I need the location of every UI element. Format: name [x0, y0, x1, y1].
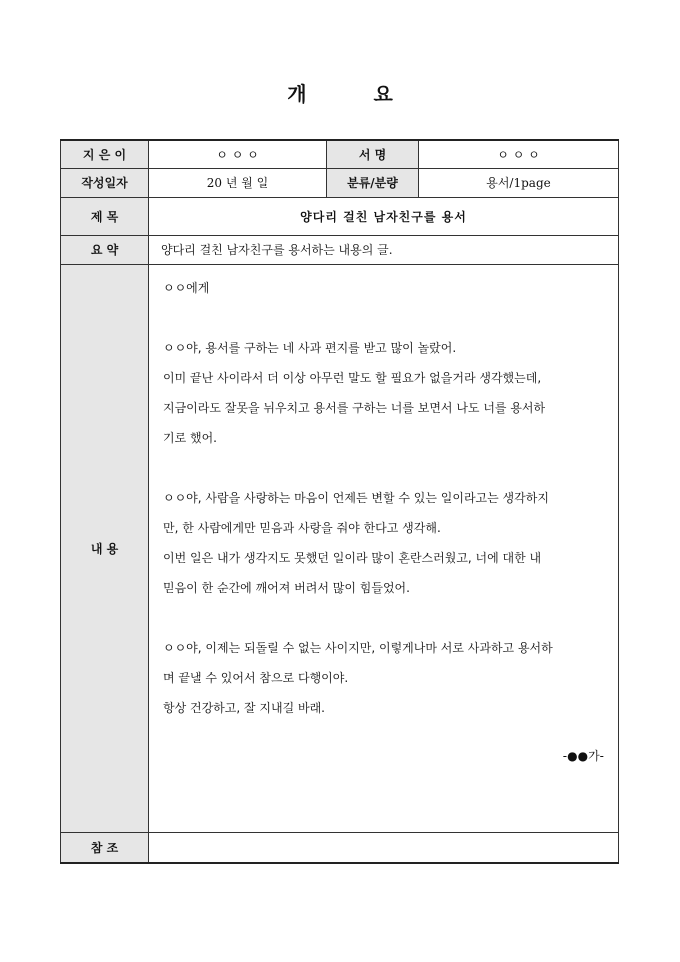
category-value: 용서/1page — [419, 168, 619, 197]
letter-line: 기로 했어. — [163, 430, 217, 445]
subject-label: 제 목 — [61, 197, 149, 235]
content-body — [149, 264, 619, 832]
letter-greeting: ㅇㅇ에게 — [163, 280, 210, 295]
subject-value: 양다리 걸친 남자친구를 용서 — [149, 197, 619, 235]
letter-line: ㅇㅇ야, 이제는 되돌릴 수 없는 사이지만, 이렇게나마 서로 사과하고 용서하 — [163, 640, 553, 655]
letter-line: 이번 일은 내가 생각지도 못했던 일이라 많이 혼란스러웠고, 너에 대한 내 — [163, 550, 542, 565]
letter-line: ㅇㅇ야, 용서를 구하는 네 사과 편지를 받고 많이 놀랐어. — [163, 340, 457, 355]
letter-line: 며 끝낼 수 있어서 참으로 다행이야. — [163, 670, 349, 685]
letter-line: 지금이라도 잘못을 뉘우치고 용서를 구하는 너를 보면서 나도 너를 용서하 — [163, 400, 546, 415]
letter-line: ㅇㅇ야, 사람을 사랑하는 마음이 언제든 변할 수 있는 일이라고는 생각하지 — [163, 490, 549, 505]
content-label: 내 용 — [61, 264, 149, 832]
date-label: 작성일자 — [61, 168, 149, 197]
book-title-value: ㅇ ㅇ ㅇ — [419, 140, 619, 168]
letter-line: 믿음이 한 순간에 깨어져 버려서 많이 힘들었어. — [163, 580, 410, 595]
author-value: ㅇ ㅇ ㅇ — [149, 140, 327, 168]
summary-label: 요 약 — [61, 235, 149, 264]
category-label: 분류/분량 — [327, 168, 419, 197]
author-label: 지 은 이 — [61, 140, 149, 168]
overview-table — [60, 139, 619, 864]
summary-value: 양다리 걸친 남자친구를 용서하는 내용의 글. — [149, 235, 619, 264]
letter-signature: -●●가- — [562, 748, 604, 763]
letter-line: 만, 한 사람에게만 믿음과 사랑을 줘야 한다고 생각해. — [163, 520, 441, 535]
letter-line: 항상 건강하고, 잘 지내길 바래. — [163, 700, 325, 715]
date-value: 20 년 월 일 — [149, 168, 327, 197]
page-title: 개 요 — [287, 82, 423, 106]
reference-label: 참 조 — [61, 832, 149, 863]
letter-line: 이미 끝난 사이라서 더 이상 아무런 말도 할 필요가 없을거라 생각했는데, — [163, 370, 542, 385]
book-title-label: 서 명 — [327, 140, 419, 168]
reference-value — [149, 832, 619, 863]
